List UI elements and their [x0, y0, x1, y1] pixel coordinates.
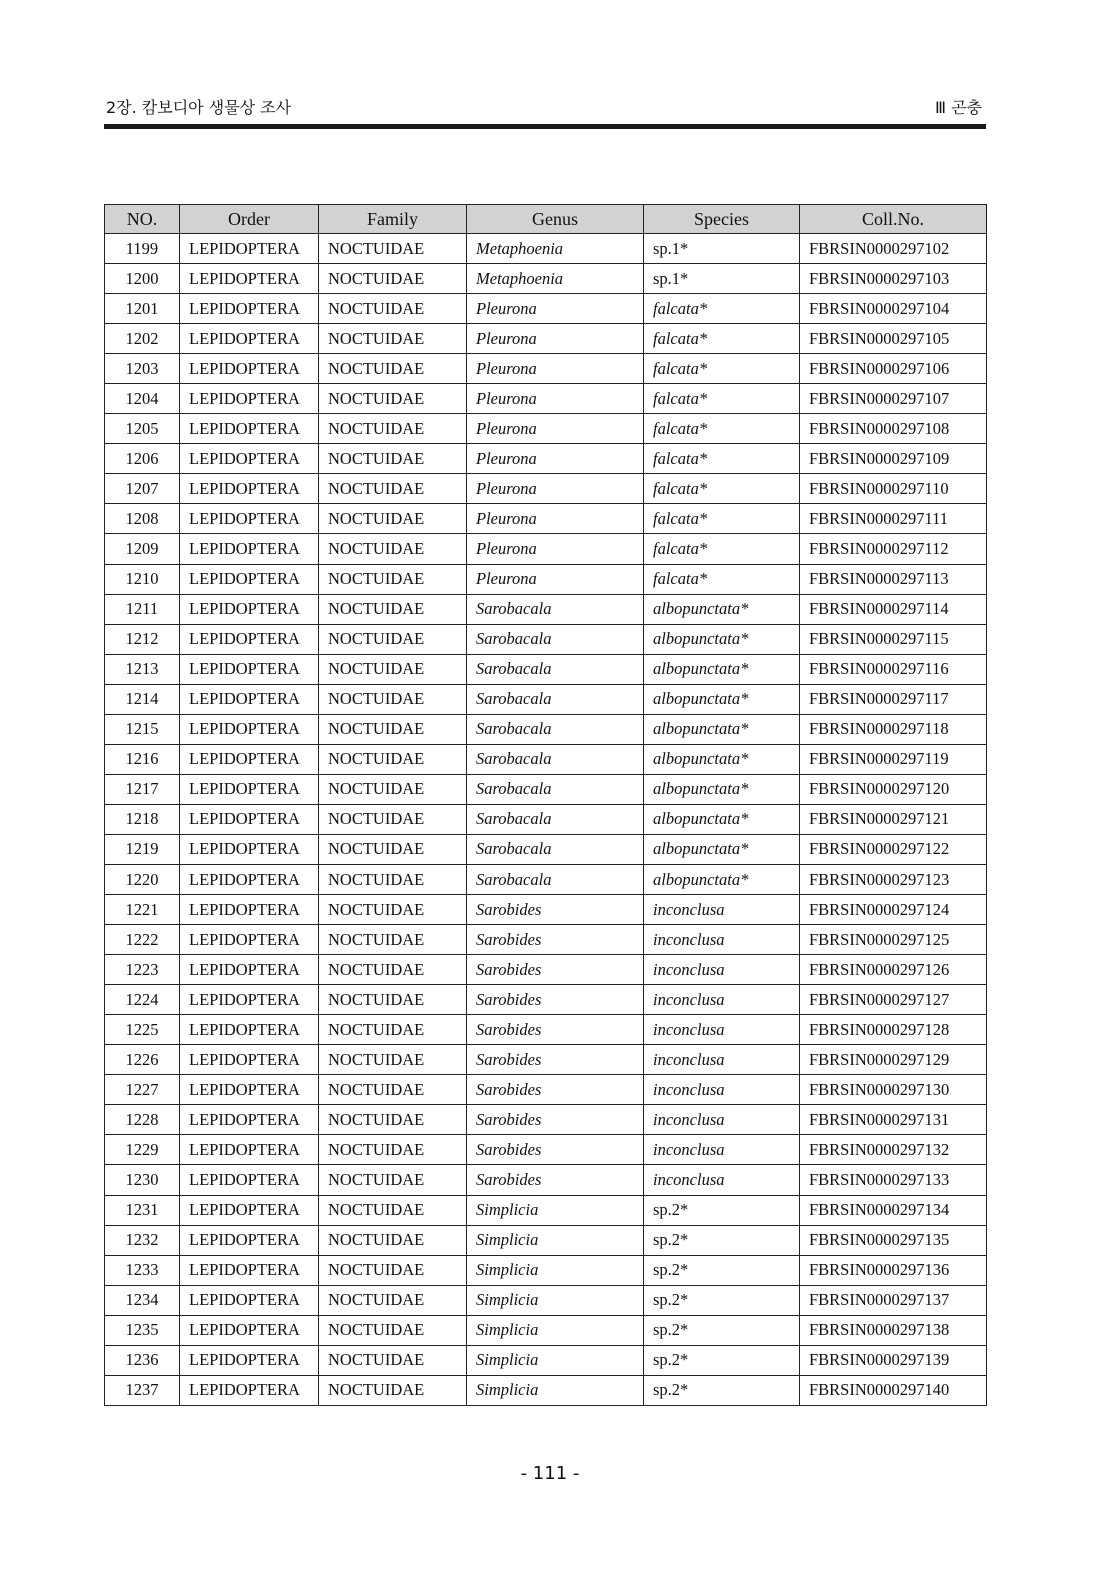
- cell-order: LEPIDOPTERA: [180, 594, 319, 624]
- cell-coll-no: FBRSIN0000297107: [800, 384, 987, 414]
- table-row: [105, 294, 987, 324]
- cell-order: LEPIDOPTERA: [180, 1075, 319, 1105]
- cell-species: albopunctata*: [644, 624, 800, 654]
- table-row: [105, 1255, 987, 1285]
- cell-family: NOCTUIDAE: [319, 744, 467, 774]
- cell-order: LEPIDOPTERA: [180, 1135, 319, 1165]
- cell-order: LEPIDOPTERA: [180, 834, 319, 864]
- cell-family: NOCTUIDAE: [319, 384, 467, 414]
- cell-coll-no: FBRSIN0000297106: [800, 354, 987, 384]
- table-row: [105, 1135, 987, 1165]
- cell-order: LEPIDOPTERA: [180, 714, 319, 744]
- cell-genus: Simplicia: [467, 1255, 644, 1285]
- cell-no: 1231: [105, 1195, 180, 1225]
- table-row: [105, 1045, 987, 1075]
- cell-no: 1219: [105, 834, 180, 864]
- cell-genus: Sarobides: [467, 1075, 644, 1105]
- cell-genus: Sarobides: [467, 895, 644, 925]
- cell-coll-no: FBRSIN0000297129: [800, 1045, 987, 1075]
- cell-no: 1203: [105, 354, 180, 384]
- cell-order: LEPIDOPTERA: [180, 804, 319, 834]
- cell-no: 1200: [105, 264, 180, 294]
- cell-order: LEPIDOPTERA: [180, 955, 319, 985]
- cell-family: NOCTUIDAE: [319, 1315, 467, 1345]
- cell-order: LEPIDOPTERA: [180, 354, 319, 384]
- cell-coll-no: FBRSIN0000297121: [800, 804, 987, 834]
- cell-coll-no: FBRSIN0000297110: [800, 474, 987, 504]
- cell-genus: Simplicia: [467, 1285, 644, 1315]
- cell-no: 1213: [105, 654, 180, 684]
- running-header: [104, 95, 986, 117]
- cell-no: 1199: [105, 234, 180, 264]
- cell-genus: Pleurona: [467, 294, 644, 324]
- cell-family: NOCTUIDAE: [319, 985, 467, 1015]
- cell-order: LEPIDOPTERA: [180, 234, 319, 264]
- cell-genus: Sarobides: [467, 955, 644, 985]
- cell-genus: Sarobacala: [467, 654, 644, 684]
- table-row: [105, 864, 987, 894]
- cell-family: NOCTUIDAE: [319, 1075, 467, 1105]
- column-header-no: NO.: [105, 205, 180, 234]
- cell-order: LEPIDOPTERA: [180, 1315, 319, 1345]
- cell-coll-no: FBRSIN0000297120: [800, 774, 987, 804]
- table-row: [105, 1075, 987, 1105]
- table-row: [105, 1165, 987, 1195]
- cell-order: LEPIDOPTERA: [180, 1375, 319, 1405]
- table-row: [105, 324, 987, 354]
- cell-coll-no: FBRSIN0000297114: [800, 594, 987, 624]
- cell-order: LEPIDOPTERA: [180, 744, 319, 774]
- table-row: [105, 684, 987, 714]
- cell-species: falcata*: [644, 324, 800, 354]
- cell-species: sp.1*: [644, 264, 800, 294]
- cell-species: inconclusa: [644, 1045, 800, 1075]
- cell-genus: Sarobides: [467, 1105, 644, 1135]
- cell-species: inconclusa: [644, 925, 800, 955]
- table-row: [105, 474, 987, 504]
- chapter-title: 2장. 캄보디아 생물상 조사: [106, 98, 292, 117]
- cell-order: LEPIDOPTERA: [180, 264, 319, 294]
- cell-no: 1212: [105, 624, 180, 654]
- cell-no: 1207: [105, 474, 180, 504]
- cell-order: LEPIDOPTERA: [180, 1285, 319, 1315]
- cell-order: LEPIDOPTERA: [180, 1045, 319, 1075]
- cell-family: NOCTUIDAE: [319, 264, 467, 294]
- cell-no: 1204: [105, 384, 180, 414]
- table-row: [105, 624, 987, 654]
- cell-coll-no: FBRSIN0000297103: [800, 264, 987, 294]
- cell-no: 1227: [105, 1075, 180, 1105]
- cell-order: LEPIDOPTERA: [180, 1195, 319, 1225]
- cell-family: NOCTUIDAE: [319, 234, 467, 264]
- cell-order: LEPIDOPTERA: [180, 1255, 319, 1285]
- cell-family: NOCTUIDAE: [319, 1225, 467, 1255]
- table-row: [105, 534, 987, 564]
- cell-order: LEPIDOPTERA: [180, 1225, 319, 1255]
- cell-no: 1208: [105, 504, 180, 534]
- cell-family: NOCTUIDAE: [319, 1135, 467, 1165]
- table-row: [105, 564, 987, 594]
- cell-species: inconclusa: [644, 985, 800, 1015]
- cell-coll-no: FBRSIN0000297115: [800, 624, 987, 654]
- table-row: [105, 1225, 987, 1255]
- cell-family: NOCTUIDAE: [319, 444, 467, 474]
- cell-species: falcata*: [644, 294, 800, 324]
- cell-coll-no: FBRSIN0000297136: [800, 1255, 987, 1285]
- cell-genus: Sarobacala: [467, 774, 644, 804]
- cell-family: NOCTUIDAE: [319, 1375, 467, 1405]
- cell-family: NOCTUIDAE: [319, 714, 467, 744]
- cell-family: NOCTUIDAE: [319, 624, 467, 654]
- cell-coll-no: FBRSIN0000297102: [800, 234, 987, 264]
- cell-genus: Pleurona: [467, 474, 644, 504]
- cell-species: inconclusa: [644, 1015, 800, 1045]
- cell-order: LEPIDOPTERA: [180, 384, 319, 414]
- cell-family: NOCTUIDAE: [319, 925, 467, 955]
- cell-no: 1216: [105, 744, 180, 774]
- table-row: [105, 1345, 987, 1375]
- cell-species: falcata*: [644, 414, 800, 444]
- table-row: [105, 1015, 987, 1045]
- cell-species: albopunctata*: [644, 864, 800, 894]
- cell-species: sp.1*: [644, 234, 800, 264]
- cell-no: 1234: [105, 1285, 180, 1315]
- cell-genus: Sarobides: [467, 1045, 644, 1075]
- table-row: [105, 925, 987, 955]
- header-rule: [104, 124, 986, 129]
- cell-genus: Simplicia: [467, 1345, 644, 1375]
- table-row: [105, 354, 987, 384]
- cell-family: NOCTUIDAE: [319, 354, 467, 384]
- cell-order: LEPIDOPTERA: [180, 1345, 319, 1375]
- cell-coll-no: FBRSIN0000297109: [800, 444, 987, 474]
- cell-order: LEPIDOPTERA: [180, 774, 319, 804]
- cell-coll-no: FBRSIN0000297128: [800, 1015, 987, 1045]
- cell-coll-no: FBRSIN0000297123: [800, 864, 987, 894]
- table-row: [105, 804, 987, 834]
- cell-species: falcata*: [644, 354, 800, 384]
- cell-coll-no: FBRSIN0000297108: [800, 414, 987, 444]
- cell-order: LEPIDOPTERA: [180, 444, 319, 474]
- cell-no: 1236: [105, 1345, 180, 1375]
- cell-coll-no: FBRSIN0000297138: [800, 1315, 987, 1345]
- cell-genus: Pleurona: [467, 534, 644, 564]
- cell-species: inconclusa: [644, 895, 800, 925]
- cell-no: 1223: [105, 955, 180, 985]
- cell-genus: Sarobides: [467, 1135, 644, 1165]
- cell-no: 1232: [105, 1225, 180, 1255]
- cell-genus: Simplicia: [467, 1195, 644, 1225]
- cell-family: NOCTUIDAE: [319, 1255, 467, 1285]
- cell-species: sp.2*: [644, 1315, 800, 1345]
- cell-no: 1235: [105, 1315, 180, 1345]
- table-row: [105, 714, 987, 744]
- cell-no: 1201: [105, 294, 180, 324]
- cell-no: 1202: [105, 324, 180, 354]
- cell-species: sp.2*: [644, 1345, 800, 1375]
- cell-family: NOCTUIDAE: [319, 895, 467, 925]
- cell-order: LEPIDOPTERA: [180, 504, 319, 534]
- cell-genus: Sarobides: [467, 1165, 644, 1195]
- table-row: [105, 774, 987, 804]
- cell-genus: Sarobacala: [467, 684, 644, 714]
- cell-genus: Simplicia: [467, 1375, 644, 1405]
- table-row: [105, 414, 987, 444]
- cell-family: NOCTUIDAE: [319, 1285, 467, 1315]
- cell-no: 1230: [105, 1165, 180, 1195]
- cell-family: NOCTUIDAE: [319, 1045, 467, 1075]
- cell-species: inconclusa: [644, 955, 800, 985]
- cell-order: LEPIDOPTERA: [180, 474, 319, 504]
- cell-genus: Sarobacala: [467, 864, 644, 894]
- cell-species: albopunctata*: [644, 804, 800, 834]
- table-row: [105, 384, 987, 414]
- column-header-species: Species: [644, 205, 800, 234]
- cell-species: albopunctata*: [644, 594, 800, 624]
- cell-coll-no: FBRSIN0000297130: [800, 1075, 987, 1105]
- cell-coll-no: FBRSIN0000297133: [800, 1165, 987, 1195]
- cell-no: 1226: [105, 1045, 180, 1075]
- cell-order: LEPIDOPTERA: [180, 294, 319, 324]
- cell-species: inconclusa: [644, 1165, 800, 1195]
- cell-no: 1205: [105, 414, 180, 444]
- cell-coll-no: FBRSIN0000297135: [800, 1225, 987, 1255]
- table-row: [105, 955, 987, 985]
- table-header-row: [105, 205, 987, 234]
- cell-coll-no: FBRSIN0000297134: [800, 1195, 987, 1225]
- cell-species: sp.2*: [644, 1285, 800, 1315]
- cell-coll-no: FBRSIN0000297113: [800, 564, 987, 594]
- cell-coll-no: FBRSIN0000297140: [800, 1375, 987, 1405]
- cell-coll-no: FBRSIN0000297126: [800, 955, 987, 985]
- cell-species: falcata*: [644, 534, 800, 564]
- cell-genus: Pleurona: [467, 564, 644, 594]
- cell-coll-no: FBRSIN0000297111: [800, 504, 987, 534]
- cell-genus: Pleurona: [467, 444, 644, 474]
- specimen-table: [104, 204, 987, 1406]
- cell-species: falcata*: [644, 384, 800, 414]
- cell-coll-no: FBRSIN0000297131: [800, 1105, 987, 1135]
- cell-no: 1233: [105, 1255, 180, 1285]
- table-row: [105, 985, 987, 1015]
- cell-family: NOCTUIDAE: [319, 1105, 467, 1135]
- cell-no: 1224: [105, 985, 180, 1015]
- cell-no: 1217: [105, 774, 180, 804]
- cell-species: inconclusa: [644, 1135, 800, 1165]
- cell-coll-no: FBRSIN0000297105: [800, 324, 987, 354]
- cell-order: LEPIDOPTERA: [180, 414, 319, 444]
- cell-family: NOCTUIDAE: [319, 834, 467, 864]
- cell-family: NOCTUIDAE: [319, 324, 467, 354]
- table-row: [105, 264, 987, 294]
- column-header-family: Family: [319, 205, 467, 234]
- cell-genus: Metaphoenia: [467, 234, 644, 264]
- column-header-genus: Genus: [467, 205, 644, 234]
- table-row: [105, 1105, 987, 1135]
- cell-coll-no: FBRSIN0000297122: [800, 834, 987, 864]
- cell-species: sp.2*: [644, 1375, 800, 1405]
- cell-family: NOCTUIDAE: [319, 564, 467, 594]
- cell-coll-no: FBRSIN0000297139: [800, 1345, 987, 1375]
- cell-coll-no: FBRSIN0000297127: [800, 985, 987, 1015]
- section-title: Ⅲ 곤충: [934, 98, 982, 117]
- cell-genus: Pleurona: [467, 504, 644, 534]
- cell-species: falcata*: [644, 444, 800, 474]
- cell-species: albopunctata*: [644, 744, 800, 774]
- cell-order: LEPIDOPTERA: [180, 985, 319, 1015]
- cell-coll-no: FBRSIN0000297119: [800, 744, 987, 774]
- cell-no: 1229: [105, 1135, 180, 1165]
- cell-no: 1237: [105, 1375, 180, 1405]
- cell-family: NOCTUIDAE: [319, 474, 467, 504]
- cell-genus: Sarobacala: [467, 624, 644, 654]
- table-row: [105, 1285, 987, 1315]
- cell-family: NOCTUIDAE: [319, 594, 467, 624]
- table-row: [105, 744, 987, 774]
- cell-coll-no: FBRSIN0000297117: [800, 684, 987, 714]
- cell-genus: Sarobacala: [467, 834, 644, 864]
- page-number: - 111 -: [520, 1463, 580, 1484]
- cell-coll-no: FBRSIN0000297118: [800, 714, 987, 744]
- table-row: [105, 895, 987, 925]
- cell-order: LEPIDOPTERA: [180, 324, 319, 354]
- cell-order: LEPIDOPTERA: [180, 864, 319, 894]
- cell-no: 1218: [105, 804, 180, 834]
- cell-species: inconclusa: [644, 1075, 800, 1105]
- cell-genus: Pleurona: [467, 384, 644, 414]
- cell-genus: Sarobides: [467, 925, 644, 955]
- table-row: [105, 444, 987, 474]
- cell-genus: Sarobides: [467, 985, 644, 1015]
- cell-order: LEPIDOPTERA: [180, 684, 319, 714]
- cell-family: NOCTUIDAE: [319, 864, 467, 894]
- cell-coll-no: FBRSIN0000297137: [800, 1285, 987, 1315]
- cell-species: albopunctata*: [644, 774, 800, 804]
- table-row: [105, 834, 987, 864]
- cell-no: 1228: [105, 1105, 180, 1135]
- cell-species: falcata*: [644, 564, 800, 594]
- cell-family: NOCTUIDAE: [319, 1165, 467, 1195]
- cell-no: 1214: [105, 684, 180, 714]
- cell-no: 1221: [105, 895, 180, 925]
- cell-genus: Pleurona: [467, 414, 644, 444]
- table-row: [105, 234, 987, 264]
- cell-family: NOCTUIDAE: [319, 504, 467, 534]
- cell-family: NOCTUIDAE: [319, 955, 467, 985]
- table-row: [105, 1375, 987, 1405]
- cell-order: LEPIDOPTERA: [180, 624, 319, 654]
- cell-genus: Sarobacala: [467, 594, 644, 624]
- cell-order: LEPIDOPTERA: [180, 1165, 319, 1195]
- cell-genus: Simplicia: [467, 1225, 644, 1255]
- cell-genus: Sarobacala: [467, 744, 644, 774]
- cell-species: sp.2*: [644, 1225, 800, 1255]
- cell-family: NOCTUIDAE: [319, 294, 467, 324]
- cell-genus: Pleurona: [467, 324, 644, 354]
- cell-family: NOCTUIDAE: [319, 774, 467, 804]
- cell-family: NOCTUIDAE: [319, 1015, 467, 1045]
- cell-family: NOCTUIDAE: [319, 684, 467, 714]
- cell-family: NOCTUIDAE: [319, 534, 467, 564]
- cell-family: NOCTUIDAE: [319, 414, 467, 444]
- cell-coll-no: FBRSIN0000297116: [800, 654, 987, 684]
- cell-coll-no: FBRSIN0000297132: [800, 1135, 987, 1165]
- cell-order: LEPIDOPTERA: [180, 534, 319, 564]
- cell-coll-no: FBRSIN0000297112: [800, 534, 987, 564]
- cell-family: NOCTUIDAE: [319, 654, 467, 684]
- cell-species: inconclusa: [644, 1105, 800, 1135]
- cell-species: albopunctata*: [644, 714, 800, 744]
- cell-genus: Simplicia: [467, 1315, 644, 1345]
- cell-order: LEPIDOPTERA: [180, 564, 319, 594]
- cell-genus: Sarobacala: [467, 804, 644, 834]
- cell-order: LEPIDOPTERA: [180, 654, 319, 684]
- cell-family: NOCTUIDAE: [319, 804, 467, 834]
- cell-species: falcata*: [644, 474, 800, 504]
- cell-genus: Sarobides: [467, 1015, 644, 1045]
- cell-no: 1206: [105, 444, 180, 474]
- cell-no: 1225: [105, 1015, 180, 1045]
- table-row: [105, 1195, 987, 1225]
- cell-species: albopunctata*: [644, 834, 800, 864]
- cell-order: LEPIDOPTERA: [180, 895, 319, 925]
- column-header-coll-no: Coll.No.: [800, 205, 987, 234]
- cell-no: 1209: [105, 534, 180, 564]
- cell-species: albopunctata*: [644, 684, 800, 714]
- cell-order: LEPIDOPTERA: [180, 1105, 319, 1135]
- cell-species: albopunctata*: [644, 654, 800, 684]
- cell-no: 1215: [105, 714, 180, 744]
- cell-species: sp.2*: [644, 1195, 800, 1225]
- table-row: [105, 1315, 987, 1345]
- cell-no: 1211: [105, 594, 180, 624]
- table-body: [105, 234, 987, 1406]
- cell-no: 1210: [105, 564, 180, 594]
- cell-order: LEPIDOPTERA: [180, 925, 319, 955]
- cell-no: 1222: [105, 925, 180, 955]
- column-header-order: Order: [180, 205, 319, 234]
- cell-family: NOCTUIDAE: [319, 1345, 467, 1375]
- cell-genus: Pleurona: [467, 354, 644, 384]
- table-row: [105, 504, 987, 534]
- cell-order: LEPIDOPTERA: [180, 1015, 319, 1045]
- cell-coll-no: FBRSIN0000297104: [800, 294, 987, 324]
- table-row: [105, 654, 987, 684]
- cell-no: 1220: [105, 864, 180, 894]
- cell-genus: Metaphoenia: [467, 264, 644, 294]
- cell-coll-no: FBRSIN0000297125: [800, 925, 987, 955]
- cell-genus: Sarobacala: [467, 714, 644, 744]
- table-row: [105, 594, 987, 624]
- cell-coll-no: FBRSIN0000297124: [800, 895, 987, 925]
- cell-species: sp.2*: [644, 1255, 800, 1285]
- cell-species: falcata*: [644, 504, 800, 534]
- cell-family: NOCTUIDAE: [319, 1195, 467, 1225]
